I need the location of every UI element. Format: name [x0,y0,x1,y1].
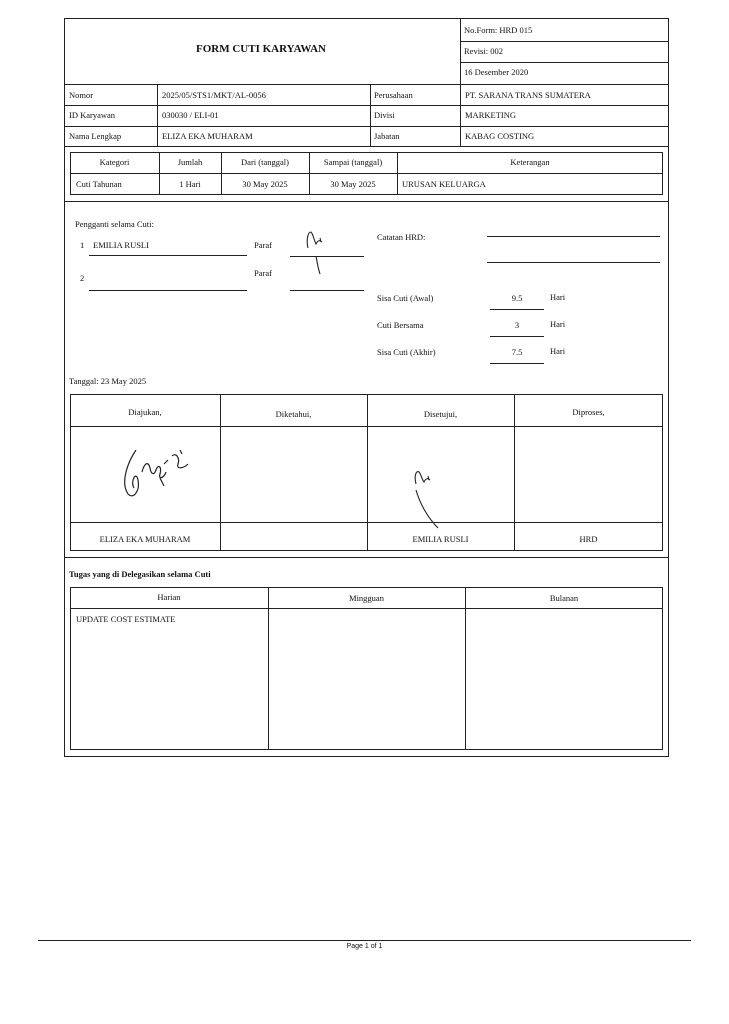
divisi-label: Divisi [374,110,395,120]
pengganti-2-line [89,290,247,291]
leave-header-jumlah: Jumlah [177,157,203,167]
pengganti-1-line [89,255,247,256]
divisi-value: MARKETING [465,110,516,120]
info-row-line [64,126,669,127]
approval-header-diketahui: Diketahui, [275,409,312,419]
approval-name-disetujui: EMILIA RUSLI [412,534,469,544]
leave-header-keterangan: Keterangan [510,157,550,167]
cuti-bersama-label: Cuti Bersama [377,320,424,330]
leave-dari-value: 30 May 2025 [242,179,288,189]
sisa-cuti-akhir-label: Sisa Cuti (Akhir) [377,347,436,357]
header-divider [460,62,669,63]
pengganti-1-paraf-label: Paraf [254,240,272,250]
leave-sampai-value: 30 May 2025 [330,179,376,189]
form-date: 16 Desember 2020 [464,67,529,77]
id-karyawan-label: ID Karyawan [69,110,116,120]
header-divider [460,41,669,42]
sisa-cuti-awal-label: Sisa Cuti (Awal) [377,293,434,303]
delegation-col-line [268,587,269,750]
approval-header-diajukan: Diajukan, [128,407,162,417]
header-divider-vertical [460,18,461,84]
paraf-2-line [290,290,364,291]
jabatan-value: KABAG COSTING [465,131,535,141]
page-number: Page 1 of 1 [346,943,383,950]
sisa-cuti-akhir-unit: Hari [550,346,566,356]
cuti-bersama-unit: Hari [550,319,566,329]
form-revision: Revisi: 002 [464,46,503,56]
sisa-cuti-akhir-line [490,363,544,364]
nama-lengkap-value: ELIZA EKA MUHARAM [162,131,253,141]
diajukan-signature [118,442,198,504]
approval-name-diajukan: ELIZA EKA MUHARAM [99,534,191,544]
section-divider [64,201,669,202]
leave-jumlah-value: 1 Hari [179,179,201,189]
delegation-header-harian: Harian [157,592,181,602]
leave-kategori-value: Cuti Tahunan [76,179,122,189]
perusahaan-value: PT. SARANA TRANS SUMATERA [465,90,591,100]
id-karyawan-value: 030030 / ELI-01 [162,110,219,120]
paraf-signature [300,226,340,276]
info-row-line [64,84,669,85]
disetujui-signature [410,466,450,532]
form-title: FORM CUTI KARYAWAN [196,43,326,55]
approval-name-diproses: HRD [579,534,598,544]
sisa-cuti-awal-unit: Hari [550,292,566,302]
delegation-title: Tugas yang di Delegasikan selama Cuti [69,569,211,579]
pengganti-2-paraf-label: Paraf [254,268,272,278]
info-col-line [460,84,461,146]
form-number: No.Form: HRD 015 [464,25,533,35]
jabatan-label: Jabatan [374,131,400,141]
nomor-value: 2025/05/STS1/MKT/AL-0056 [162,90,266,100]
nama-lengkap-label: Nama Lengkap [69,131,122,141]
delegation-table [70,587,663,750]
sisa-cuti-akhir-value: 7.5 [511,347,523,357]
delegation-col-line [465,587,466,750]
cuti-bersama-line [490,336,544,337]
catatan-hrd-line [487,262,660,263]
delegation-header-mingguan: Mingguan [349,593,384,603]
sisa-cuti-awal-line [490,309,544,310]
delegation-harian-value: UPDATE COST ESTIMATE [76,614,176,624]
info-col-line [157,84,158,146]
pengganti-1-name: EMILIA RUSLI [93,240,149,250]
pengganti-label: Pengganti selama Cuti: [75,219,154,229]
leave-header-dari: Dari (tanggal) [241,157,289,167]
info-row-line [64,146,669,147]
delegation-header-bulanan: Bulanan [549,593,579,603]
info-row-line [64,105,669,106]
delegation-row-line [70,608,663,609]
catatan-hrd-line [487,236,660,237]
info-col-line [370,84,371,146]
perusahaan-label: Perusahaan [374,90,413,100]
catatan-hrd-label: Catatan HRD: [377,232,426,242]
approval-header-diproses: Diproses, [572,407,605,417]
approval-header-disetujui: Disetujui, [423,409,458,419]
pengganti-2-number: 2 [80,273,85,283]
leave-header-kategori: Kategori [99,157,130,167]
section-divider [64,557,669,558]
pengganti-1-number: 1 [80,240,85,250]
sisa-cuti-awal-value: 9.5 [511,293,523,303]
tanggal-label: Tanggal: 23 May 2025 [69,376,147,386]
nomor-label: Nomor [69,90,94,100]
leave-header-sampai: Sampai (tanggal) [323,157,383,167]
cuti-bersama-value: 3 [514,320,520,330]
leave-keterangan-value: URUSAN KELUARGA [402,179,486,189]
